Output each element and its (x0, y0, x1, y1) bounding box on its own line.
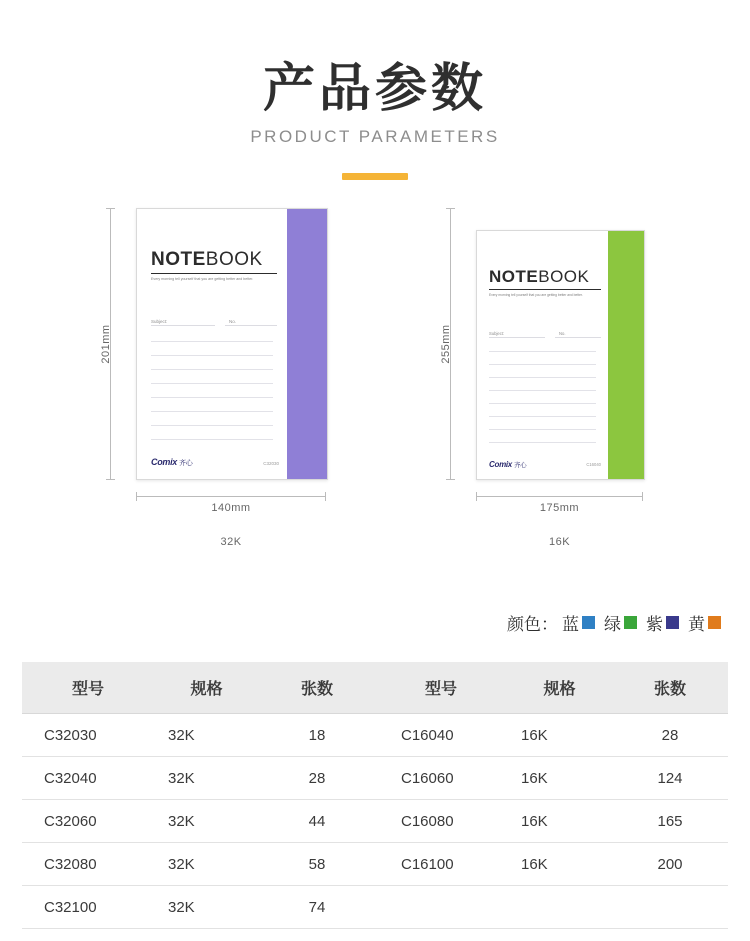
color-name-blue: 蓝 (562, 615, 579, 634)
width-measure-line-16k (476, 496, 643, 497)
table-row (22, 714, 375, 757)
cell-sheets: 124 (612, 757, 728, 800)
table-row (22, 843, 375, 886)
table-row (375, 757, 728, 800)
cell-sheets: 44 (259, 800, 375, 843)
cover-brand-text-32k: Comix (151, 456, 178, 467)
cell-empty (375, 886, 507, 929)
cell-model: C32040 (22, 757, 154, 800)
col-header-sheets-left: 张数 (259, 662, 375, 714)
table-body-right (375, 714, 728, 929)
cover-rule-32k (151, 273, 277, 274)
color-swatch-blue (562, 610, 602, 635)
color-legend-label: 颜色： (507, 615, 558, 634)
cell-model: C16100 (375, 843, 507, 886)
cell-sheets: 28 (612, 714, 728, 757)
cell-empty (612, 886, 728, 929)
col-header-sheets-right: 张数 (612, 662, 728, 714)
cell-model: C32100 (22, 886, 154, 929)
cell-model: C16080 (375, 800, 507, 843)
cell-sheets: 58 (259, 843, 375, 886)
color-legend (507, 610, 728, 635)
spec-tables (22, 662, 728, 929)
color-chip-yellow (708, 616, 721, 629)
product-illustrations (0, 208, 750, 578)
size-label-16k: 16K (548, 535, 571, 548)
table-row (375, 843, 728, 886)
color-chip-blue (582, 616, 595, 629)
cover-no-label-32k: No. (229, 318, 237, 324)
cover-lines-16k (489, 351, 596, 443)
cover-no-rule-16k (555, 337, 601, 338)
cell-spec: 32K (154, 800, 259, 843)
col-header-spec-left: 规格 (154, 662, 259, 714)
cell-spec: 32K (154, 714, 259, 757)
cell-model: C16060 (375, 757, 507, 800)
cover-title-thin-32k: BOOK (205, 248, 263, 270)
cover-brand-16k (489, 460, 526, 469)
page-header (0, 0, 750, 180)
cover-title-32k (151, 249, 263, 271)
cover-spine-32k (287, 209, 327, 479)
table-header-row-right (375, 662, 728, 714)
cover-title-bold-32k: NOTE (151, 248, 206, 270)
title-divider (342, 173, 408, 180)
table-row (22, 757, 375, 800)
color-chip-green (624, 616, 637, 629)
cell-spec: 16K (507, 843, 612, 886)
cover-subject-label-16k: Subject: (489, 330, 505, 336)
page-title: 产品参数 (262, 59, 487, 119)
cell-model: C32060 (22, 800, 154, 843)
color-name-green: 绿 (604, 615, 621, 634)
cell-sheets: 200 (612, 843, 728, 886)
color-swatch-purple (646, 610, 686, 635)
cover-brand-text-16k: Comix (489, 459, 512, 469)
cell-model: C32080 (22, 843, 154, 886)
cover-brand-cn-16k: 齐心 (513, 461, 527, 469)
notebook-cover-16k (476, 230, 645, 480)
cover-spine-16k (608, 231, 644, 479)
color-swatch-green (604, 610, 644, 635)
height-label-32k: 201mm (100, 324, 112, 364)
table-row (375, 800, 728, 843)
color-chip-purple (666, 616, 679, 629)
table-row (375, 714, 728, 757)
cover-subtitle-32k: Every morning tell yourself that you are getting better and better. (151, 276, 254, 281)
cell-sheets: 74 (259, 886, 375, 929)
color-name-yellow: 黄 (688, 615, 705, 634)
cell-spec: 16K (507, 800, 612, 843)
cover-brand-cn-32k: 齐心 (179, 459, 193, 467)
cover-rule-16k (489, 289, 601, 290)
table-row (22, 886, 375, 929)
col-header-model-left: 型号 (22, 662, 154, 714)
cell-spec: 16K (507, 714, 612, 757)
cover-no-label-16k: No. (559, 330, 566, 336)
page-subtitle: PRODUCT PARAMETERS (250, 126, 500, 146)
cell-model: C16040 (375, 714, 507, 757)
spec-table-16k (375, 662, 728, 929)
cover-subject-rule-16k (489, 337, 545, 338)
size-label-32k: 32K (220, 535, 242, 548)
cover-subject-rule-32k (151, 325, 215, 326)
color-name-purple: 紫 (646, 615, 663, 634)
color-swatch-yellow (688, 610, 728, 635)
width-label-16k: 175mm (539, 501, 580, 514)
cell-spec: 32K (154, 843, 259, 886)
cover-lines-32k (151, 341, 273, 440)
cover-brand-32k (151, 457, 192, 468)
col-header-spec-right: 规格 (507, 662, 612, 714)
height-label-16k: 255mm (440, 324, 452, 364)
cover-title-16k (489, 267, 589, 287)
cover-code-16k: C16040 (586, 461, 601, 467)
cover-title-thin-16k: BOOK (538, 266, 590, 286)
cell-model: C32030 (22, 714, 154, 757)
col-header-model-right: 型号 (375, 662, 507, 714)
cell-sheets: 28 (259, 757, 375, 800)
cell-sheets: 165 (612, 800, 728, 843)
cover-no-rule-32k (225, 325, 277, 326)
cell-spec: 16K (507, 757, 612, 800)
width-measure-line-32k (136, 496, 326, 497)
table-header-row-left (22, 662, 375, 714)
table-row-empty (375, 886, 728, 929)
table-body-left (22, 714, 375, 929)
spec-table-32k (22, 662, 375, 929)
cover-subject-label-32k: Subject: (151, 318, 168, 324)
width-label-32k: 140mm (211, 501, 251, 514)
cell-spec: 32K (154, 757, 259, 800)
cover-code-32k: C32030 (263, 460, 279, 466)
cover-title-bold-16k: NOTE (489, 266, 539, 286)
cell-spec: 32K (154, 886, 259, 929)
table-row (22, 800, 375, 843)
cell-empty (507, 886, 612, 929)
cell-sheets: 18 (259, 714, 375, 757)
cover-subtitle-16k: Every morning tell yourself that you are getting better and better. (489, 292, 583, 297)
notebook-cover-32k (136, 208, 328, 480)
